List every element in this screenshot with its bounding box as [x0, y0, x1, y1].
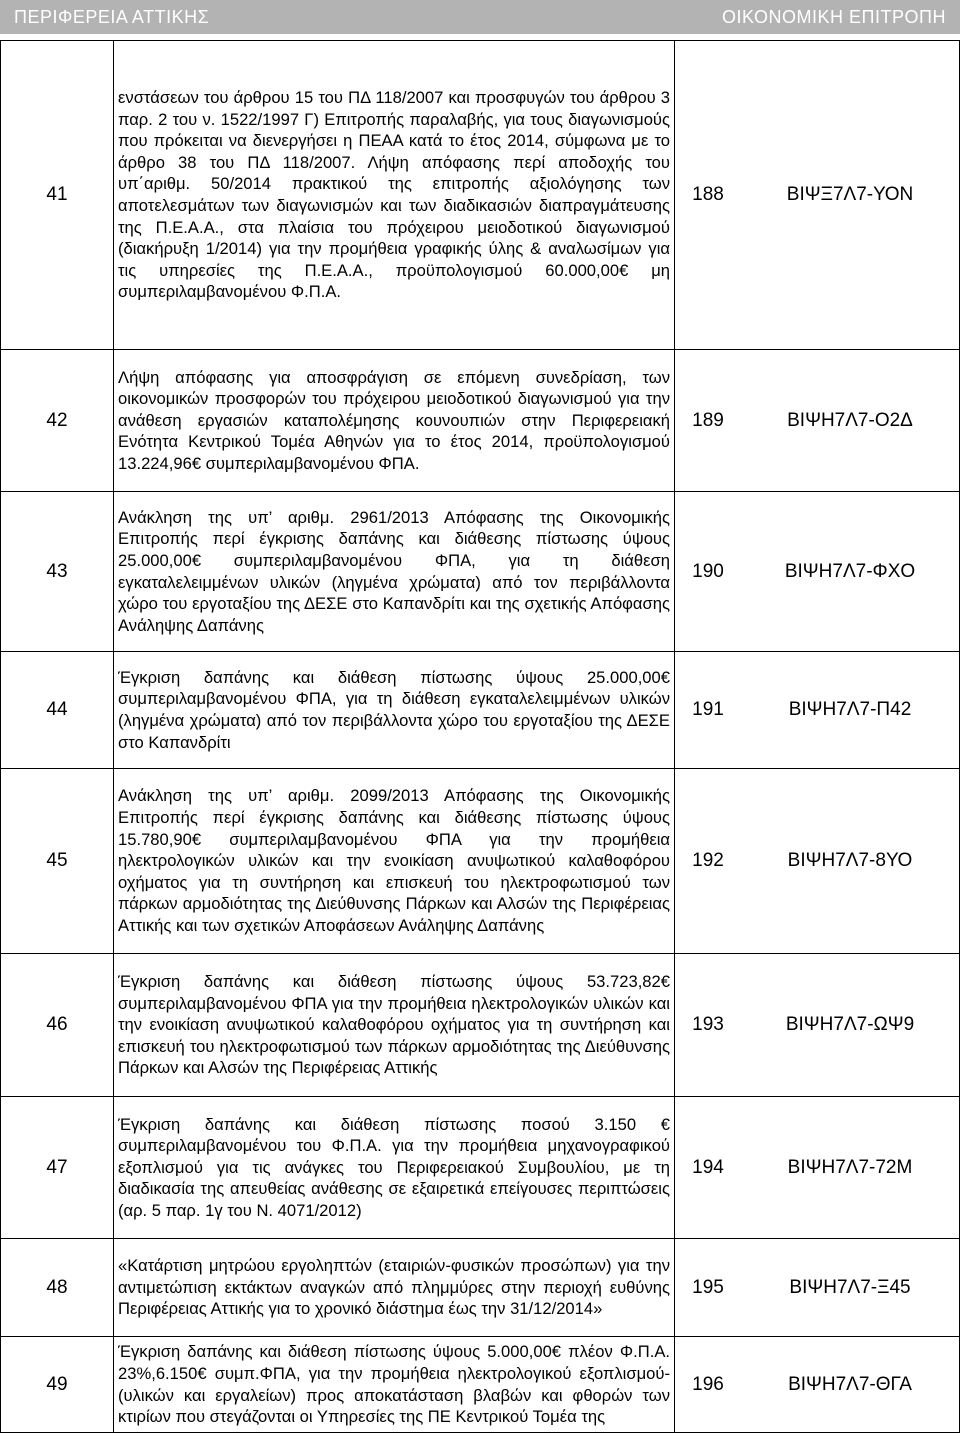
item-description: Έγκριση δαπάνης και διάθεση πίστωσης ποσού 3.150 € συμπεριλαμβανομένου του Φ.Π.Α. για την προμήθεια μηχανογραφικού εξοπλισμού για τις ανάγκες του Περιφερειακού Συμβουλίου, με τη διαδικασία της απευθείας ανάθεσης σε εξαιρετικά επείγουσες περιπτώσεις (αρ. 5 παρ. 1γ του Ν. 4071/2012): [114, 1097, 675, 1239]
item-number: 49: [1, 1337, 114, 1433]
ada-code: ΒΙΨΞ7Λ7-ΥΟΝ: [741, 41, 960, 350]
table-row: [1, 1097, 960, 1239]
decision-number: 192: [675, 769, 742, 954]
decision-number: 191: [675, 652, 742, 769]
item-number: 41: [1, 41, 114, 350]
item-number: 48: [1, 1239, 114, 1337]
item-number: 46: [1, 954, 114, 1097]
item-number: 47: [1, 1097, 114, 1239]
ada-code: ΒΙΨΗ7Λ7-Π42: [741, 652, 960, 769]
table-row: [1, 769, 960, 954]
table-row: [1, 652, 960, 769]
ada-code: ΒΙΨΗ7Λ7-ΩΨ9: [741, 954, 960, 1097]
table-row: [1, 1239, 960, 1337]
decision-number: 196: [675, 1337, 742, 1433]
table-row: [1, 41, 960, 350]
item-description: Ανάκληση της υπ’ αριθμ. 2961/2013 Απόφασης της Οικονομικής Επιτροπής περί έγκρισης δαπάνης και διάθεσης πίστωσης ύψους 25.000,00€ συμπεριλαμβανομένου ΦΠΑ, για τη διάθεση εγκαταλελειμμένων υλικών (ληγμένα χρώματα) από τον περιβάλλοντα χώρο του εργοταξίου της ΔΕΣΕ στο Καπανδρίτι και της σχετικής Απόφασης Ανάληψης Δαπάνης: [114, 492, 675, 652]
item-description: «Κατάρτιση μητρώου εργοληπτών (εταιριών-φυσικών προσώπων) για την αντιμετώπιση εκτάκτων αναγκών από πλημμύρες στην περιοχή ευθύνης Περιφέρειας Αττικής για το χρονικό διάστημα έως την 31/12/2014»: [114, 1239, 675, 1337]
item-description: Έγκριση δαπάνης και διάθεση πίστωσης ύψους 53.723,82€ συμπεριλαμβανομένου ΦΠΑ για την προμήθεια ηλεκτρολογικών υλικών και την ενοικίαση ανυψωτικού καλαθοφόρου οχήματος για τη συντήρηση και επισκευή του ηλεκτροφωτισμού των πάρκων αρμοδιότητας της Διεύθυνσης Πάρκων και Αλσών της Περιφέρειας Αττικής: [114, 954, 675, 1097]
item-number: 45: [1, 769, 114, 954]
item-description: Έγκριση δαπάνης και διάθεση πίστωσης ύψους 25.000,00€ συμπεριλαμβανομένου ΦΠΑ, για τη διάθεση εγκαταλελειμμένων υλικών (ληγμένα χρώματα) από τον περιβάλλοντα χώρο του εργοταξίου της ΔΕΣΕ στο Καπανδρίτι: [114, 652, 675, 769]
item-number: 42: [1, 350, 114, 492]
agenda-table: [0, 40, 960, 1433]
decision-number: 195: [675, 1239, 742, 1337]
ada-code: ΒΙΨΗ7Λ7-Ξ45: [741, 1239, 960, 1337]
table-row: [1, 954, 960, 1097]
ada-code: ΒΙΨΗ7Λ7-ΘΓΑ: [741, 1337, 960, 1433]
page-header: [0, 0, 960, 34]
item-description: Ανάκληση της υπ’ αριθμ. 2099/2013 Απόφασης της Οικονομικής Επιτροπής περί έγκρισης δαπάνης και διάθεσης πίστωσης ύψους 15.780,90€ συμπεριλαμβανομένου ΦΠΑ για την προμήθεια ηλεκτρολογικών υλικών και την ενοικίαση ανυψωτικού καλαθοφόρου οχήματος για τη συντήρηση και επισκευή του ηλεκτροφωτισμού των πάρκων αρμοδιότητας της Διεύθυνσης Πάρκων και Αλσών της Περιφέρειας Αττικής και των σχετικών Αποφάσεων Ανάληψης Δαπάνης: [114, 769, 675, 954]
table-row: [1, 1337, 960, 1433]
decision-number: 188: [675, 41, 742, 350]
ada-code: ΒΙΨΗ7Λ7-8ΥΟ: [741, 769, 960, 954]
item-description: Έγκριση δαπάνης και διάθεση πίστωσης ύψους 5.000,00€ πλέον Φ.Π.Α. 23%,6.150€ συμπ.ΦΠΑ, για την προμήθεια ηλεκτρολογικού εξοπλισμού- (υλικών και εργαλείων) προς αποκατάσταση βλαβών και φθορών των κτιρίων που στεγάζονται οι Υπηρεσίες της ΠΕ Κεντρικού Τομέα της: [114, 1337, 675, 1433]
item-number: 44: [1, 652, 114, 769]
ada-code: ΒΙΨΗ7Λ7-72Μ: [741, 1097, 960, 1239]
decision-number: 190: [675, 492, 742, 652]
item-description: Λήψη απόφασης για αποσφράγιση σε επόμενη συνεδρίαση, των οικονομικών προσφορών του πρόχειρου μειοδοτικού διαγωνισμού για την ανάθεση εργασιών καταπολέμησης κουνουπιών στην Περιφερειακή Ενότητα Κεντρικού Τομέα Αθηνών για το έτος 2014, προϋπολογισμού 13.224,96€ συμπεριλαμβανομένου ΦΠΑ.: [114, 350, 675, 492]
table-row: [1, 350, 960, 492]
ada-code: ΒΙΨΗ7Λ7-ΦΧΟ: [741, 492, 960, 652]
header-region-title: ΠΕΡΙΦΕΡΕΙΑ ΑΤΤΙΚΗΣ: [14, 6, 210, 27]
item-number: 43: [1, 492, 114, 652]
table-row: [1, 492, 960, 652]
decision-number: 194: [675, 1097, 742, 1239]
agenda-table-body: [1, 41, 960, 1433]
decision-number: 189: [675, 350, 742, 492]
header-committee-title: ΟΙΚΟΝΟΜΙΚΗ ΕΠΙΤΡΟΠΗ: [722, 6, 946, 27]
decision-number: 193: [675, 954, 742, 1097]
item-description: ενστάσεων του άρθρου 15 του ΠΔ 118/2007 και προσφυγών του άρθρου 3 παρ. 2 του ν. 1522/1997 Γ) Επιτροπής παραλαβής, για τους διαγωνισμούς που πρόκειται να διενεργήσει η ΠΕΑΑ κατά το έτος 2014, σύμφωνα με το άρθρο 38 του ΠΔ 118/2007. Λήψη απόφασης περί αποδοχής του υπ΄αριθμ. 50/2014 πρακτικού της επιτροπής αξιολόγησης των αποτελεσμάτων των διαγωνισμών και των διαδικασιών διαπραγμάτευσης της Π.Ε.Α.Α., στα πλαίσια του πρόχειρου μειοδοτικού διαγωνισμού (διακήρυξη 1/2014) για την προμήθεια γραφικής ύλης & αναλωσίμων για τις υπηρεσίες της Π.Ε.Α.Α., προϋπολογισμού 60.000,00€ μη συμπεριλαμβανομένου Φ.Π.Α.: [114, 41, 675, 350]
ada-code: ΒΙΨΗ7Λ7-Ο2Δ: [741, 350, 960, 492]
